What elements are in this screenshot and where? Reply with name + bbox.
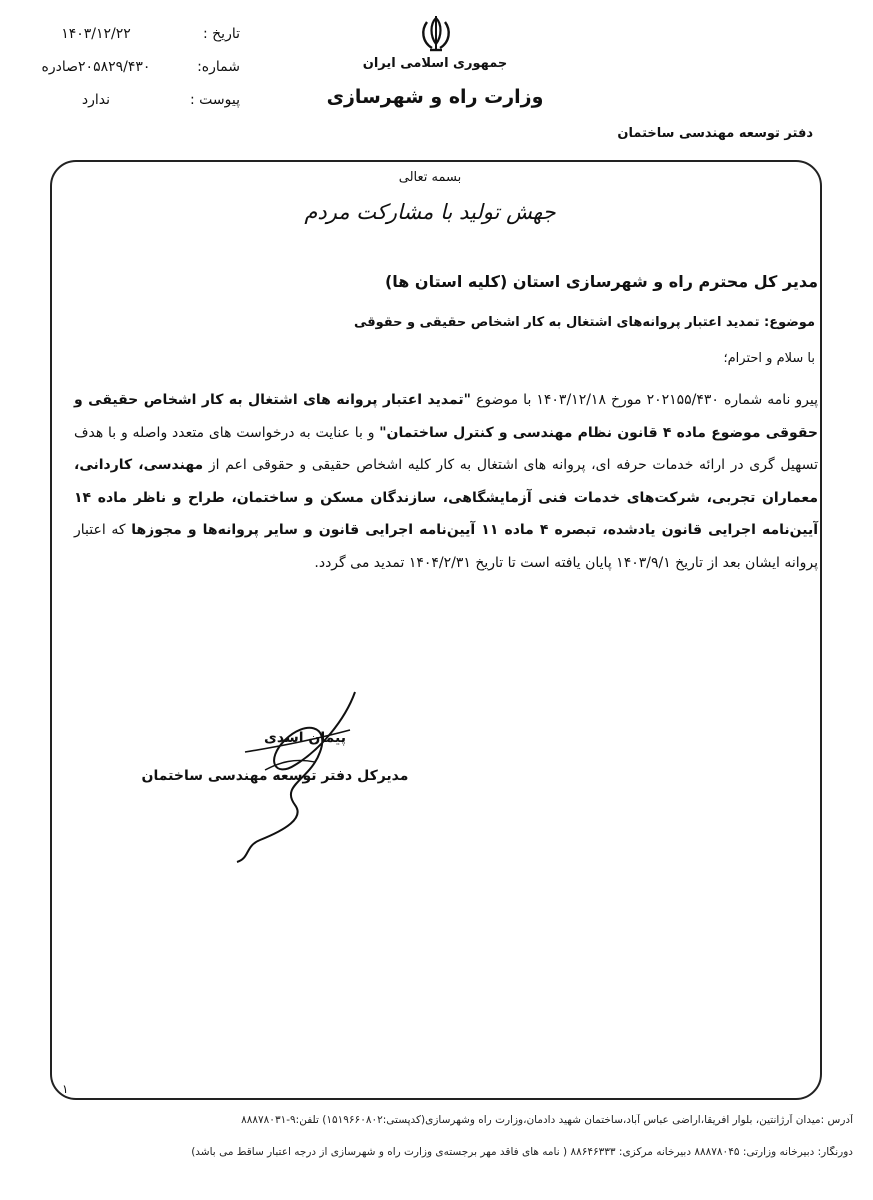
ministry-title: وزارت راه و شهرسازی — [326, 86, 544, 108]
letter-meta — [10, 26, 240, 125]
footer-address: آدرس :میدان آرژانتین، بلوار افریقا،اراضی عباس آباد،ساختمان شهید دادمان،وزارت راه وشهرسازی(کدپستی:۱۵۱۹۶۶۰۸۰۲) تلفن:۹-۸۸۸۷۸۰۳۱ — [241, 1114, 853, 1126]
body-bold-2: مهندسی، کاردانی، معماران تجربی، شرکت‌های خدمات فنی آزمایشگاهی، سازندگان مسکن و ساختمان، طراح و ناظر ماده ۱۴ آیین‌نامه اجرایی قانون یادشده، تبصره ۴ ماده ۱۱ آیین‌نامه اجرایی قانون و سایر پروانه‌ها و مجوزها — [74, 457, 819, 538]
republic-title: جمهوری اسلامی ایران — [362, 56, 508, 71]
number-row — [10, 59, 240, 92]
date-label: تاریخ : — [202, 26, 240, 42]
letter-frame — [50, 160, 822, 1100]
body-bold-1: "تمدید اعتبار پروانه های اشتغال به کار اشخاص حقیقی و حقوقی موضوع ماده ۴ قانون نظام مهندسی و کنترل ساختمان" — [74, 392, 818, 441]
addressee: مدیر کل محترم راه و شهرسازی استان (کلیه استان ها) — [384, 272, 818, 291]
greeting: با سلام و احترام؛ — [723, 351, 815, 366]
body-text-1: پیرو نامه شماره ۲۰۲۱۵۵/۴۳۰ مورخ ۱۴۰۳/۱۲/۱۸ با موضوع — [470, 392, 819, 408]
body-text-2: و با عنایت به درخواست های متعدد واصله و با هدف تسهیل گری در ارائه خدمات حرفه ای، پروانه های اشتغال به کار کلیه اشخاص حقیقی و حقوقی اعم از — [74, 424, 818, 473]
footer-fax: دورنگار: دبیرخانه وزارتی: ۸۸۸۷۸۰۴۵ دبیرخانه مرکزی: ۸۸۶۴۶۳۳۳ ( نامه های فاقد مهر برجسته‌ی وزارت راه و شهرسازی از درجه اعتبار ساقط می باشد) — [191, 1146, 853, 1158]
attachment-value: ندارد — [81, 92, 111, 108]
signer-title: مدیرکل دفتر توسعه مهندسی ساختمان — [141, 768, 409, 784]
number-label: شماره: — [197, 59, 240, 75]
signer-name: پیمان اسدی — [264, 730, 346, 746]
letter-body — [74, 384, 818, 579]
page-number: ۱ — [62, 1082, 69, 1096]
date-row — [10, 26, 240, 59]
number-value: ۲۰۵۸۲۹/۴۳۰صادره — [41, 59, 151, 75]
office-title: دفتر توسعه مهندسی ساختمان — [617, 126, 813, 141]
iran-emblem-icon — [418, 14, 454, 54]
bismillah: بسمه تعالی — [398, 170, 462, 185]
subject-line: موضوع: تمدید اعتبار پروانه‌های اشتغال به کار اشخاص حقیقی و حقوقی — [353, 315, 815, 330]
date-value: ۱۴۰۳/۱۲/۲۲ — [61, 26, 131, 42]
year-motto: جهش تولید با مشارکت مردم — [304, 200, 556, 224]
attachment-row — [10, 92, 240, 125]
body-text-3: که اعتبار پروانه ایشان بعد از تاریخ ۱۴۰۳/۹/۱ پایان یافته است تا تاریخ ۱۴۰۴/۲/۳۱ تمدید می گردد. — [74, 522, 818, 571]
attachment-label: پیوست : — [190, 92, 240, 108]
handwritten-signature — [225, 690, 375, 865]
